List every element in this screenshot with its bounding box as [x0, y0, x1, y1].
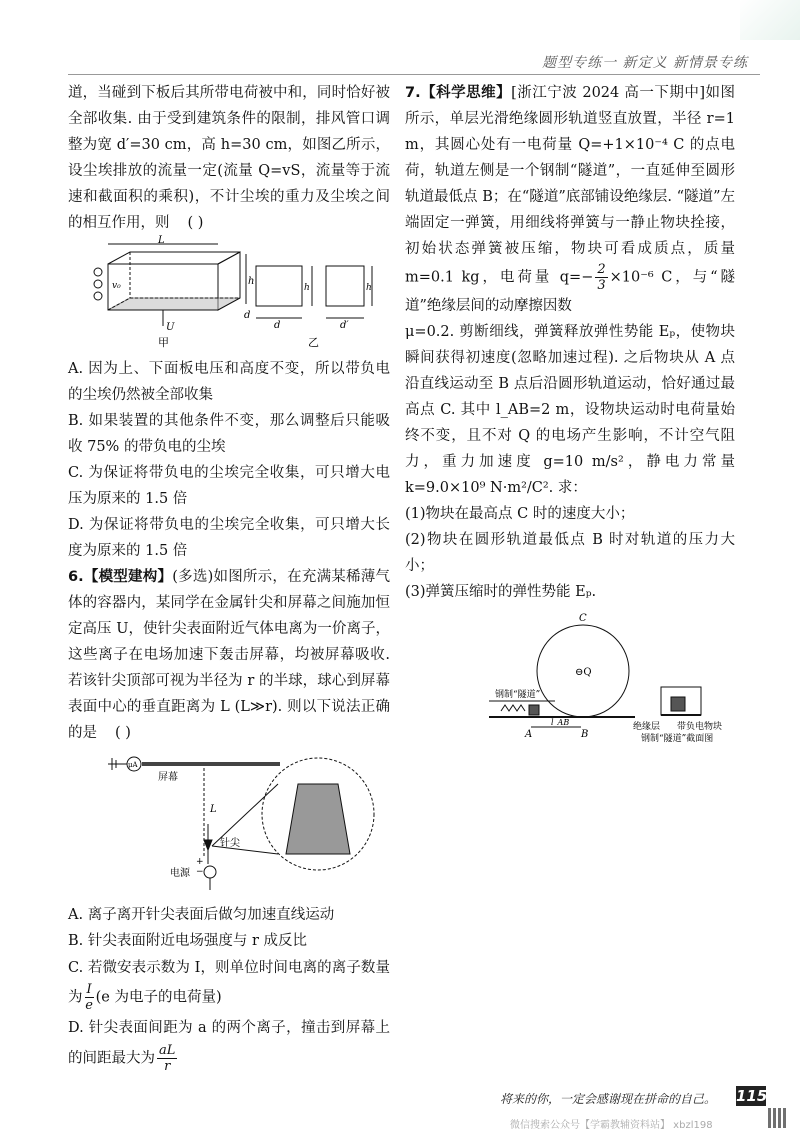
minus-label: − — [196, 867, 204, 877]
q7-sub2: (2)物块在圆形轨道最低点 B 时对轨道的压力大小； — [405, 532, 735, 574]
q6-stem: 6.【模型建构】(多选)如图所示，在充满某稀薄气体的容器内，某同学在金属针尖和屏幕之间施加恒定高压 U，使针尖表面附近气体电离为一价离子，这些离子在电场加速下轰击屏幕，均被屏幕吸收. 若该针尖顶部可视为半径为 r 的半球，球心到屏幕表面中心的垂直距离为 L (L≫r). 则以下说法正确的是 ( ) — [68, 568, 390, 741]
q7-figure — [405, 613, 735, 743]
label-insulation: 绝缘层 — [633, 722, 661, 732]
label-U: U — [166, 322, 175, 333]
label-h-yi1: h — [304, 283, 310, 293]
label-C: C — [579, 613, 587, 624]
fraction-2-over-3: $\frac{2}{3}$ — [597, 262, 606, 293]
q5-continued-text: 道，当碰到下板后其所带电荷被中和，同时恰好被全部收集. 由于受到建筑条件的限制，排风管口调整为宽 d′=30 cm，高 h=30 cm，如图乙所示，设尘埃排放的流量一定(流量 Q=vS，流量等于流速和截面积的乘积)，不计尘埃的重力及尘埃之间的相互作用，则 ( ) — [68, 85, 390, 231]
figure-jia-inlets — [94, 268, 102, 300]
label-section: 钢制“隧道”截面图 — [641, 734, 714, 744]
qr-code-icon — [768, 1108, 788, 1128]
label-v0: v₀ — [112, 281, 121, 291]
left-column — [68, 80, 390, 1074]
q7-sub3: (3)弹簧压缩时的弹性势能 Eₚ. — [405, 584, 597, 600]
q6-option-d: D. 针尖表面间距为 a 的两个离子，撞击到屏幕上的间距最大为 $\frac{aL}{r}$ — [68, 1020, 390, 1074]
fraction-I-over-e: $\frac{I}{e}$ — [85, 982, 93, 1013]
q5-option-a: A. 因为上、下面板电压和高度不变，所以带负电的尘埃仍然被全部收集 — [68, 361, 390, 403]
q6-figure — [68, 754, 388, 894]
fraction-aL-over-r: $\frac{aL}{r}$ — [159, 1043, 176, 1074]
label-L: L — [158, 235, 165, 246]
q5-option-b: B. 如果装置的其他条件不变，那么调整后只能吸收 75% 的带负电的尘埃 — [68, 413, 390, 455]
page-number: 115 — [736, 1087, 768, 1105]
label-h-yi2: h — [366, 283, 372, 293]
source-label: 电源 — [170, 868, 190, 879]
distance-L-label: L — [210, 804, 217, 815]
label-A: A — [525, 729, 533, 740]
q7-stem-cont: μ=0.2. 剪断细线，弹簧释放弹性势能 Eₚ，使物块瞬间获得初速度(忽略加速过程). 之后物块从 A 点沿直线运动至 B 点后沿圆形轨道运动，恰好通过最高点 C. 其中 l_AB=2 m，设物块运动时电荷量始终不变，且不对 Q 的电场产生影响，不计空气阻力，重力加速度 g=10 m/s²，静电力常量 k=9.0×10⁹ N·m²/C². 求： — [405, 324, 735, 496]
q7-sub1: (1)物块在最高点 C 时的速度大小； — [405, 506, 635, 522]
label-jia: 甲 — [158, 336, 169, 349]
q6-option-b: B. 针尖表面附近电场强度与 r 成反比 — [68, 933, 308, 949]
microammeter-label: μA — [128, 761, 138, 769]
label-tunnel: 钢制“隧道” — [495, 690, 541, 700]
q5-option-d: D. 为保证将带负电的尘埃完全收集，可只增大长度为原来的 1.5 倍 — [68, 517, 390, 559]
q6-option-a: A. 离子离开针尖表面后做匀加速直线运动 — [68, 907, 335, 923]
page-header: 题型专练一 新定义 新情景专练 — [542, 55, 748, 71]
q5-option-c: C. 为保证将带负电的尘埃完全收集，可只增大电压为原来的 1.5 倍 — [68, 465, 390, 507]
label-d: d — [244, 310, 251, 321]
label-h: h — [248, 276, 255, 287]
tip-label: 针尖 — [220, 838, 240, 849]
label-yi: 乙 — [308, 336, 319, 349]
q5-figure — [68, 235, 388, 349]
header-rule — [68, 74, 760, 75]
label-block: 带负电物块 — [677, 722, 723, 732]
q6-option-c: C. 若微安表示数为 I，则单位时间电离的离子数量为 $\frac{I}{e}$ (e 为电子的电荷量) — [68, 960, 390, 1013]
corner-decoration — [740, 0, 800, 40]
right-column — [405, 80, 735, 751]
label-lab: l_AB — [551, 718, 570, 727]
label-Q: ⊖Q — [575, 667, 592, 678]
figure-jia-box — [108, 244, 246, 326]
label-dprime: d′ — [340, 320, 349, 331]
screen-label: 屏幕 — [158, 772, 178, 783]
label-B: B — [581, 729, 589, 740]
footer-watermark: 微信搜索公众号【学霸教辅资料站】 xbzl198 — [510, 1120, 713, 1131]
q7-stem: 7.【科学思维】[浙江宁波 2024 高一下期中]如图所示，单层光滑绝缘圆形轨道竖直放置，半径 r=1 m，其圆心处有一电荷量 Q=+1×10⁻⁴ C 的点电荷，轨道左侧是一个钢制“隧道”，一直延伸至圆形轨道最低点 B；在“隧道”底部铺设绝缘层. “隧道”左端固定一弹簧，用细线将弹簧与一静止物块拴接，初始状态弹簧被压缩，物块可看成质点，质量 m=0.1 kg，电荷量 q=− $\frac{2}{3}$ ×10⁻⁶ C，与“隧道”绝缘层间的动摩擦因数 — [405, 84, 735, 314]
label-d-yi: d — [274, 320, 281, 331]
footer-motto: 将来的你，一定会感谢现在拼命的自己。 — [500, 1092, 717, 1106]
plus-label: + — [196, 857, 204, 867]
